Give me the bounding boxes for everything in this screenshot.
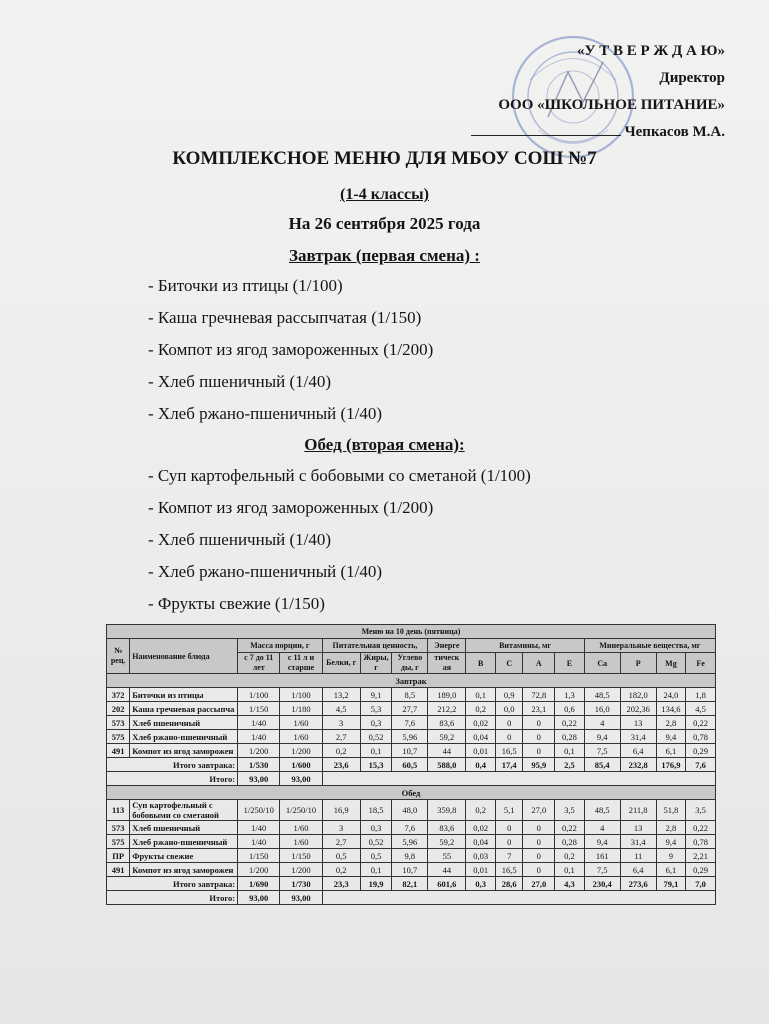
- row-value: 3: [322, 821, 360, 835]
- row-value: 4,5: [322, 702, 360, 716]
- dish-name: Биточки из птицы: [130, 688, 238, 702]
- row-value: 161: [584, 849, 620, 863]
- row-value: 0,28: [555, 730, 585, 744]
- lunch-item: - Хлеб пшеничный (1/40): [148, 530, 332, 549]
- header-protein: Белки, г: [322, 653, 360, 674]
- price-value: 93,00: [238, 891, 280, 905]
- row-value: 1/150: [280, 849, 322, 863]
- total-value: 588,0: [428, 758, 466, 772]
- row-value: 59,2: [428, 835, 466, 849]
- row-value: 1,8: [686, 688, 716, 702]
- row-value: 0,1: [555, 863, 585, 877]
- row-value: 9,4: [584, 730, 620, 744]
- row-value: 0: [495, 821, 522, 835]
- row-value: 0: [523, 835, 555, 849]
- row-value: 0: [523, 744, 555, 758]
- total-row: [107, 758, 716, 772]
- total-value: 15,3: [360, 758, 392, 772]
- lunch-heading: Обед (вторая смена):: [304, 435, 465, 454]
- header-vitamins: Витамины, мг: [466, 639, 584, 653]
- table-row: [107, 835, 716, 849]
- recipe-number: 575: [107, 730, 130, 744]
- row-value: 7,5: [584, 744, 620, 758]
- row-value: 1/250/10: [238, 800, 280, 821]
- total-value: 1/730: [280, 877, 322, 891]
- dish-name: Хлеб пшеничный: [130, 716, 238, 730]
- row-value: 0,2: [555, 849, 585, 863]
- row-value: 0,5: [360, 849, 392, 863]
- dish-name: Компот из ягод заморожен: [130, 744, 238, 758]
- table-row: [107, 716, 716, 730]
- recipe-number: 575: [107, 835, 130, 849]
- dish-name: Фрукты свежие: [130, 849, 238, 863]
- table-row: [107, 800, 716, 821]
- total-value: 60,5: [392, 758, 428, 772]
- breakfast-item: - Компот из ягод замороженных (1/200): [148, 340, 434, 359]
- header-mass-b: с 11 л и старше: [280, 653, 322, 674]
- recipe-number: 372: [107, 688, 130, 702]
- row-value: 2,7: [322, 730, 360, 744]
- row-value: 0,29: [686, 744, 716, 758]
- row-value: 5,96: [392, 835, 428, 849]
- row-value: 0,5: [322, 849, 360, 863]
- row-value: 16,9: [322, 800, 360, 821]
- row-value: 48,5: [584, 800, 620, 821]
- row-value: 4: [584, 821, 620, 835]
- row-value: 0,2: [466, 800, 496, 821]
- approval-position: Директор: [659, 70, 725, 86]
- row-value: 0,02: [466, 821, 496, 835]
- row-value: 1/40: [238, 716, 280, 730]
- row-value: 44: [428, 863, 466, 877]
- total-value: 273,6: [620, 877, 656, 891]
- total-label: Итого завтрака:: [107, 758, 238, 772]
- row-value: 27,7: [392, 702, 428, 716]
- recipe-number: 573: [107, 716, 130, 730]
- total-value: 28,6: [495, 877, 522, 891]
- header-mass-a: с 7 до 11 лет: [238, 653, 280, 674]
- row-value: 7,6: [392, 716, 428, 730]
- row-value: 0: [495, 835, 522, 849]
- row-value: 0: [523, 716, 555, 730]
- lunch-item: - Фрукты свежие (1/150): [148, 594, 325, 613]
- header-carbs: Углево ды, г: [392, 653, 428, 674]
- row-value: 48,5: [584, 688, 620, 702]
- row-value: 9,8: [392, 849, 428, 863]
- row-value: 1,3: [555, 688, 585, 702]
- row-value: 0,02: [466, 716, 496, 730]
- row-value: 134,6: [656, 702, 686, 716]
- header-minerals: Минеральные вещества, мг: [584, 639, 715, 653]
- row-value: 10,7: [392, 863, 428, 877]
- lunch-item: - Суп картофельный с бобовыми со сметаной (1/100): [148, 466, 531, 485]
- row-value: 0: [495, 730, 522, 744]
- row-value: 202,36: [620, 702, 656, 716]
- row-value: 59,2: [428, 730, 466, 744]
- row-value: 2,7: [322, 835, 360, 849]
- total-value: 23,3: [322, 877, 360, 891]
- row-value: 13: [620, 821, 656, 835]
- row-value: 9: [656, 849, 686, 863]
- total-value: 1/530: [238, 758, 280, 772]
- lunch-item: - Хлеб ржано-пшеничный (1/40): [148, 562, 383, 581]
- row-value: 0,52: [360, 730, 392, 744]
- table-row: [107, 688, 716, 702]
- row-value: 24,0: [656, 688, 686, 702]
- row-value: 9,1: [360, 688, 392, 702]
- row-value: 211,8: [620, 800, 656, 821]
- row-value: 0,01: [466, 863, 496, 877]
- header-recipe-num: № рец.: [107, 639, 130, 674]
- header-energy-top: Энерге: [428, 639, 466, 653]
- total-value: 79,1: [656, 877, 686, 891]
- row-value: 1/60: [280, 821, 322, 835]
- dish-name: Каша гречневая рассыпча: [130, 702, 238, 716]
- header-fat: Жиры, г: [360, 653, 392, 674]
- row-value: 5,96: [392, 730, 428, 744]
- row-value: 6,4: [620, 863, 656, 877]
- row-value: 31,4: [620, 835, 656, 849]
- row-value: 182,0: [620, 688, 656, 702]
- total-value: 17,4: [495, 758, 522, 772]
- total-label: Итого завтрака:: [107, 877, 238, 891]
- table-row: [107, 849, 716, 863]
- table-row: [107, 702, 716, 716]
- dish-name: Суп картофельный с бобовыми со сметаной: [130, 800, 238, 821]
- row-value: 2,8: [656, 716, 686, 730]
- row-value: 1/200: [238, 744, 280, 758]
- table-row: [107, 744, 716, 758]
- row-value: 48,0: [392, 800, 428, 821]
- row-value: 0,22: [555, 821, 585, 835]
- row-value: 189,0: [428, 688, 466, 702]
- row-value: 7,5: [584, 863, 620, 877]
- header-vit-b: B: [466, 653, 496, 674]
- approval-title: «У Т В Е Р Ж Д А Ю»: [576, 43, 725, 59]
- row-value: 1/60: [280, 730, 322, 744]
- row-value: 0,3: [360, 716, 392, 730]
- row-value: 1/150: [238, 849, 280, 863]
- row-value: 1/180: [280, 702, 322, 716]
- lunch-item: - Компот из ягод замороженных (1/200): [148, 498, 434, 517]
- row-value: 31,4: [620, 730, 656, 744]
- row-value: 16,5: [495, 744, 522, 758]
- signature-line: [471, 121, 621, 136]
- row-value: 83,6: [428, 821, 466, 835]
- total-value: 4,3: [555, 877, 585, 891]
- row-value: 359,8: [428, 800, 466, 821]
- row-value: 0,1: [360, 863, 392, 877]
- recipe-number: 573: [107, 821, 130, 835]
- row-value: 0,04: [466, 835, 496, 849]
- row-value: 9,4: [656, 835, 686, 849]
- row-value: 0,78: [686, 730, 716, 744]
- header-energy: тическ ая: [428, 653, 466, 674]
- approval-block: [471, 38, 725, 146]
- row-value: 7: [495, 849, 522, 863]
- price-label: Итого:: [107, 772, 238, 786]
- row-value: 1/200: [280, 863, 322, 877]
- breakfast-item: - Каша гречневая рассыпчатая (1/150): [148, 308, 422, 327]
- row-value: 0: [495, 716, 522, 730]
- header-fe: Fe: [686, 653, 716, 674]
- row-value: 9,4: [584, 835, 620, 849]
- row-value: 0,22: [555, 716, 585, 730]
- row-value: 1/200: [238, 863, 280, 877]
- row-value: 83,6: [428, 716, 466, 730]
- total-value: 232,8: [620, 758, 656, 772]
- total-value: 23,6: [322, 758, 360, 772]
- table-row: [107, 863, 716, 877]
- approval-signature-line: [471, 119, 725, 146]
- total-value: 2,5: [555, 758, 585, 772]
- row-value: 1/250/10: [280, 800, 322, 821]
- row-value: 0: [523, 849, 555, 863]
- row-value: 3,5: [686, 800, 716, 821]
- row-value: 0,2: [466, 702, 496, 716]
- row-value: 13,2: [322, 688, 360, 702]
- table-caption-row: [107, 625, 716, 639]
- total-value: 0,3: [466, 877, 496, 891]
- table-caption: Меню на 10 день (пятница): [107, 625, 716, 639]
- row-value: 0,52: [360, 835, 392, 849]
- row-value: 1/200: [280, 744, 322, 758]
- row-value: 0,6: [555, 702, 585, 716]
- header-ca: Ca: [584, 653, 620, 674]
- row-value: 72,8: [523, 688, 555, 702]
- breakfast-heading: Завтрак (первая смена) :: [289, 246, 480, 265]
- row-value: 5,3: [360, 702, 392, 716]
- price-value: 93,00: [238, 772, 280, 786]
- price-value: 93,00: [280, 891, 322, 905]
- row-value: 4,5: [686, 702, 716, 716]
- price-row: [107, 891, 716, 905]
- row-value: 1/60: [280, 716, 322, 730]
- row-value: 0,28: [555, 835, 585, 849]
- header-nutrition: Питательная ценность,: [322, 639, 428, 653]
- nutrition-table: [106, 624, 716, 905]
- header-p: P: [620, 653, 656, 674]
- total-value: 176,9: [656, 758, 686, 772]
- approval-name: Чепкасов М.А.: [624, 124, 725, 140]
- row-value: 3,5: [555, 800, 585, 821]
- row-value: 1/100: [238, 688, 280, 702]
- table-header-row: [107, 639, 716, 653]
- total-value: 1/690: [238, 877, 280, 891]
- recipe-number: 491: [107, 863, 130, 877]
- section-label: Завтрак: [107, 674, 716, 688]
- row-value: 0,1: [555, 744, 585, 758]
- row-value: 0,22: [686, 821, 716, 835]
- row-value: 6,4: [620, 744, 656, 758]
- row-value: 8,5: [392, 688, 428, 702]
- header-vit-c: C: [495, 653, 522, 674]
- row-value: 11: [620, 849, 656, 863]
- section-header-row: [107, 674, 716, 688]
- menu-date: На 26 сентября 2025 года: [288, 214, 481, 233]
- row-value: 16,5: [495, 863, 522, 877]
- row-value: 18,5: [360, 800, 392, 821]
- total-row: [107, 877, 716, 891]
- table-row: [107, 730, 716, 744]
- row-value: 3: [322, 716, 360, 730]
- document-title: КОМПЛЕКСНОЕ МЕНЮ ДЛЯ МБОУ СОШ №7: [172, 148, 597, 169]
- row-value: 4: [584, 716, 620, 730]
- row-value: 0: [523, 863, 555, 877]
- total-value: 230,4: [584, 877, 620, 891]
- row-value: 0,78: [686, 835, 716, 849]
- row-value: 55: [428, 849, 466, 863]
- row-value: 0,22: [686, 716, 716, 730]
- row-value: 10,7: [392, 744, 428, 758]
- row-value: 0,04: [466, 730, 496, 744]
- dish-name: Хлеб ржано-пшеничный: [130, 835, 238, 849]
- row-value: 0,01: [466, 744, 496, 758]
- total-value: 27,0: [523, 877, 555, 891]
- row-value: 23,1: [523, 702, 555, 716]
- row-value: 1/150: [238, 702, 280, 716]
- header-vit-e: E: [555, 653, 585, 674]
- row-value: 0,03: [466, 849, 496, 863]
- total-value: 82,1: [392, 877, 428, 891]
- recipe-number: 113: [107, 800, 130, 821]
- dish-name: Хлеб ржано-пшеничный: [130, 730, 238, 744]
- row-value: 0,2: [322, 863, 360, 877]
- price-value: 93,00: [280, 772, 322, 786]
- table-row: [107, 821, 716, 835]
- row-value: 6,1: [656, 744, 686, 758]
- row-value: 0,9: [495, 688, 522, 702]
- breakfast-item: - Хлеб ржано-пшеничный (1/40): [148, 404, 383, 423]
- row-value: 0,2: [322, 744, 360, 758]
- recipe-number: ПР: [107, 849, 130, 863]
- approval-org: ООО «ШКОЛЬНОЕ ПИТАНИЕ»: [498, 97, 725, 113]
- total-value: 1/600: [280, 758, 322, 772]
- recipe-number: 491: [107, 744, 130, 758]
- price-row: [107, 772, 716, 786]
- breakfast-item: - Биточки из птицы (1/100): [148, 276, 343, 295]
- total-value: 0,4: [466, 758, 496, 772]
- empty-cell: [322, 772, 715, 786]
- empty-cell: [322, 891, 715, 905]
- row-value: 16,0: [584, 702, 620, 716]
- row-value: 0: [523, 821, 555, 835]
- total-value: 7,0: [686, 877, 716, 891]
- row-value: 0,3: [360, 821, 392, 835]
- section-label: Обед: [107, 786, 716, 800]
- row-value: 0,0: [495, 702, 522, 716]
- dish-name: Компот из ягод заморожен: [130, 863, 238, 877]
- row-value: 212,2: [428, 702, 466, 716]
- row-value: 1/60: [280, 835, 322, 849]
- row-value: 44: [428, 744, 466, 758]
- row-value: 0: [523, 730, 555, 744]
- row-value: 0,1: [466, 688, 496, 702]
- header-vit-a: A: [523, 653, 555, 674]
- row-value: 7,6: [392, 821, 428, 835]
- row-value: 1/40: [238, 821, 280, 835]
- total-value: 7,6: [686, 758, 716, 772]
- dish-name: Хлеб пшеничный: [130, 821, 238, 835]
- header-mg: Mg: [656, 653, 686, 674]
- row-value: 13: [620, 716, 656, 730]
- row-value: 6,1: [656, 863, 686, 877]
- breakfast-item: - Хлеб пшеничный (1/40): [148, 372, 332, 391]
- row-value: 5,1: [495, 800, 522, 821]
- classes-subtitle: (1-4 классы): [340, 186, 429, 203]
- lunch-section: [107, 786, 716, 905]
- row-value: 51,8: [656, 800, 686, 821]
- total-value: 95,9: [523, 758, 555, 772]
- total-value: 19,9: [360, 877, 392, 891]
- total-value: 601,6: [428, 877, 466, 891]
- breakfast-section: [107, 674, 716, 786]
- row-value: 27,0: [523, 800, 555, 821]
- header-mass: Масса порции, г: [238, 639, 323, 653]
- row-value: 9,4: [656, 730, 686, 744]
- total-value: 85,4: [584, 758, 620, 772]
- row-value: 0,29: [686, 863, 716, 877]
- price-label: Итого:: [107, 891, 238, 905]
- row-value: 1/40: [238, 835, 280, 849]
- row-value: 2,21: [686, 849, 716, 863]
- row-value: 1/40: [238, 730, 280, 744]
- header-dish-name: Наименование блюда: [130, 639, 238, 674]
- row-value: 2,8: [656, 821, 686, 835]
- section-header-row: [107, 786, 716, 800]
- row-value: 1/100: [280, 688, 322, 702]
- row-value: 0,1: [360, 744, 392, 758]
- recipe-number: 202: [107, 702, 130, 716]
